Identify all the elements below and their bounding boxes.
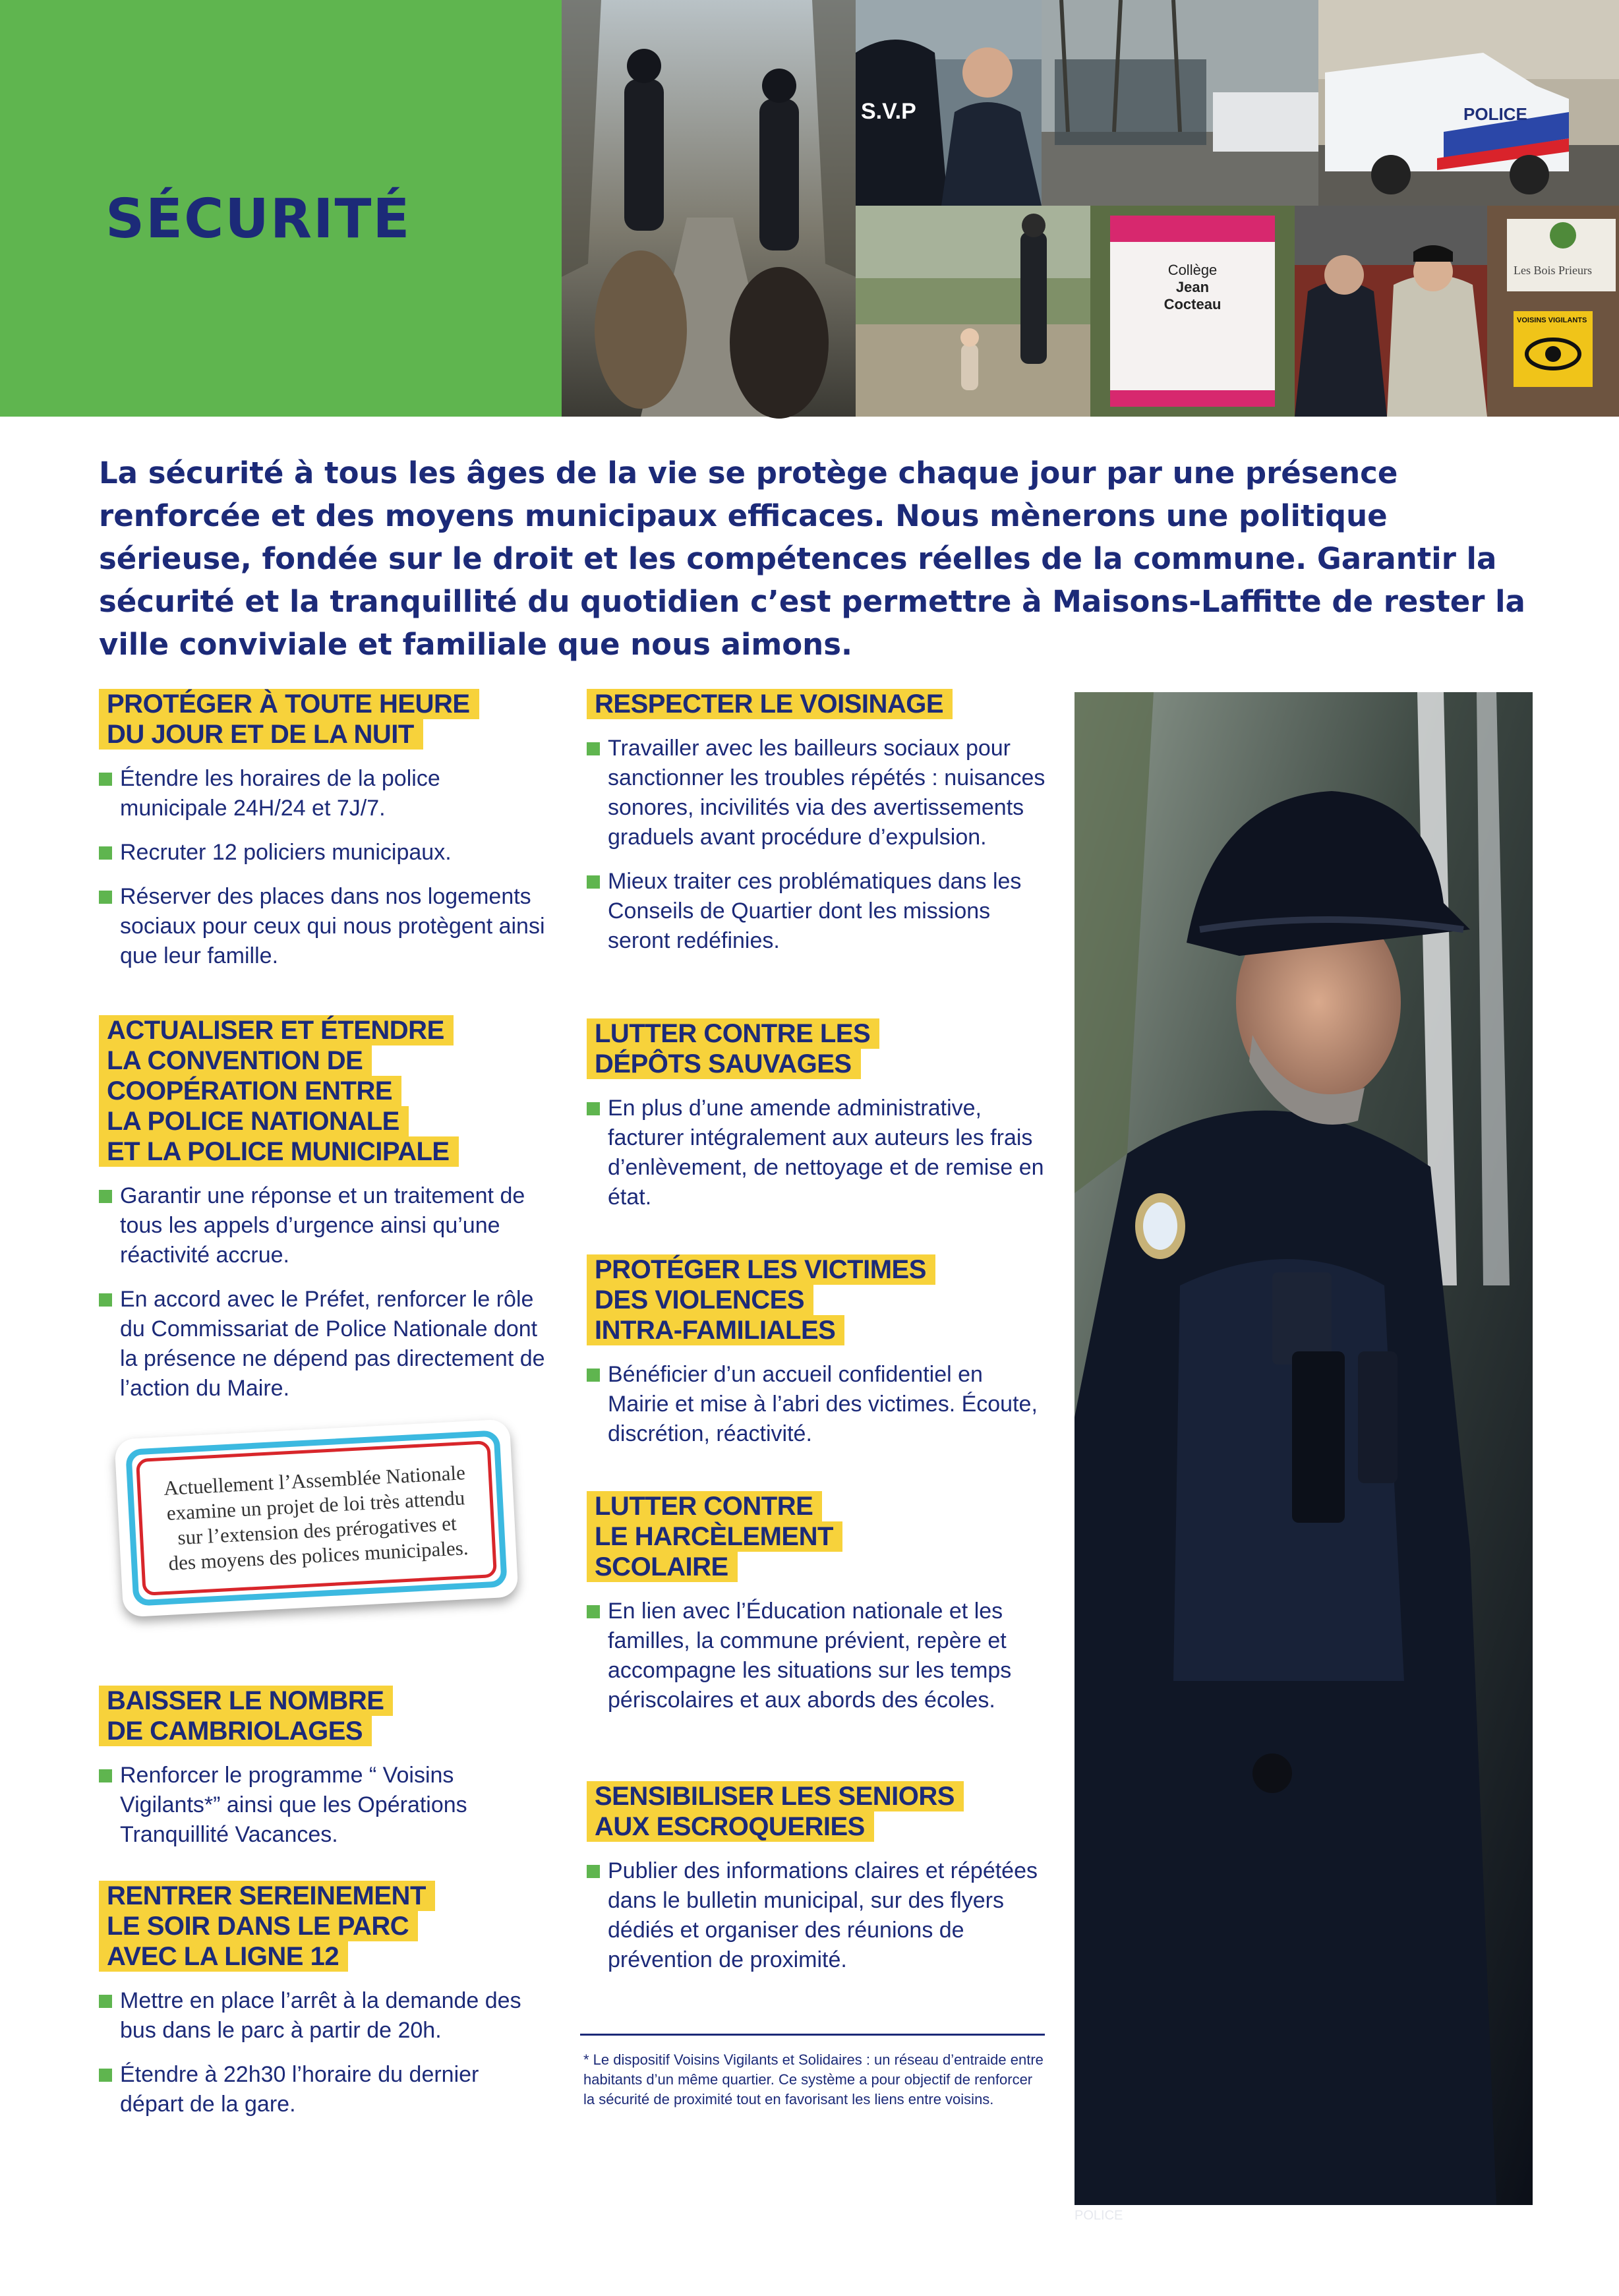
list-item: Travailler avec les bailleurs sociaux pour sanctionner les troubles répétés : nuisances sonores, incivilités via des avertissements graduels avant procédure d’expulsion. <box>587 734 1048 852</box>
bullet-list <box>587 1094 1048 1212</box>
heading-line: COOPÉRATION ENTRE <box>99 1076 401 1106</box>
photo-mounted-police <box>562 0 856 417</box>
heading-line: PROTÉGER LES VICTIMES <box>587 1254 935 1285</box>
footnote: * Le dispositif Voisins Vigilants et Solidaires : un réseau d’entraide entre habitants d’un même quartier. Ce système a pour objectif de renforcer la sécurité de proximité tout en favorisant les liens entre voisins. <box>583 2051 1044 2107</box>
heading-line: AVEC LA LIGNE 12 <box>99 1941 348 1972</box>
list-item: En plus d’une amende administrative, facturer intégralement aux auteurs les frais d’enlèvement, de nettoyage et de remise en état. <box>587 1094 1048 1212</box>
list-item: En accord avec le Préfet, renforcer le rôle du Commissariat de Police Nationale dont la présence ne dépend pas directement de l’action du Maire. <box>99 1285 547 1403</box>
notice-text: Actuellement l’Assemblée Nationale examine un projet de loi très attendu sur l’extension des prérogatives et des moyens des polices municipales. <box>163 1461 469 1575</box>
college-sign-line: Jean <box>1175 279 1210 295</box>
asvp-back-label: S.V.P <box>861 99 916 124</box>
section-burglaries <box>99 1686 547 1864</box>
heading-line: INTRA-FAMILIALES <box>587 1315 844 1345</box>
heading-line: LE HARCÈLEMENT <box>587 1521 842 1552</box>
heading-line: LA CONVENTION DE <box>99 1045 372 1076</box>
photo-meeting-residents <box>1295 206 1487 417</box>
bullet-list <box>587 1856 1048 1975</box>
section-domestic-violence <box>587 1254 1048 1463</box>
section-24h-protection <box>99 689 547 986</box>
list-item: Renforcer le programme “ Voisins Vigilants*” ainsi que les Opérations Tranquillité Vacances. <box>99 1761 547 1850</box>
heading-line: DE CAMBRIOLAGES <box>99 1716 372 1746</box>
police-car-label: POLICE <box>1463 104 1527 124</box>
college-sign-line: Cocteau <box>1163 296 1222 312</box>
section-heading <box>99 1881 547 1972</box>
list-item: Mettre en place l’arrêt à la demande des bus dans le parc à partir de 20h. <box>99 1986 547 2046</box>
heading-line: LUTTER CONTRE LES <box>587 1018 879 1049</box>
section-heading <box>99 1015 547 1167</box>
bullet-list <box>99 1761 547 1850</box>
list-item: Publier des informations claires et répétées dans le bulletin municipal, sur des flyers dédiés et organiser des réunions de prévention de proximité. <box>587 1856 1048 1975</box>
section-illegal-dumping <box>587 1018 1048 1227</box>
officer-patch-label: POLICE <box>1074 2208 1123 2223</box>
college-sign-line: Collège <box>1167 262 1218 278</box>
heading-line: SENSIBILISER LES SENIORS <box>587 1781 964 1811</box>
heading-line: PROTÉGER À TOUTE HEURE <box>99 689 479 719</box>
bullet-list <box>587 1597 1048 1715</box>
bullet-list <box>587 734 1048 956</box>
photo-voisins-vigilants-sign <box>1487 206 1619 417</box>
heading-line: DÉPÔTS SAUVAGES <box>587 1049 861 1079</box>
section-heading <box>587 1254 1048 1345</box>
section-school-bullying <box>587 1491 1048 1730</box>
heading-line: RESPECTER LE VOISINAGE <box>587 689 953 719</box>
list-item: Bénéficier d’un accueil confidentiel en Mairie et mise à l’abri des victimes. Écoute, discrétion, réactivité. <box>587 1360 1048 1449</box>
photo-bus-shelter <box>1042 0 1318 206</box>
bullet-list <box>587 1360 1048 1449</box>
footnote-divider <box>580 2034 1045 2036</box>
section-convention <box>99 1015 547 1418</box>
notice-border-red <box>136 1440 497 1596</box>
list-item: Mieux traiter ces problématiques dans les Conseils de Quartier dont les missions seront redéfinies. <box>587 867 1048 956</box>
list-item: Étendre les horaires de la police municipale 24H/24 et 7J/7. <box>99 764 547 823</box>
section-line-12 <box>99 1881 547 2134</box>
section-heading <box>587 689 1048 719</box>
section-heading <box>587 1781 1048 1842</box>
heading-line: ACTUALISER ET ÉTENDRE <box>99 1015 454 1045</box>
photo-college-sign <box>1090 206 1295 417</box>
section-senior-scams <box>587 1781 1048 1989</box>
heading-line: LA POLICE NATIONALE <box>99 1106 409 1136</box>
notice-border-blue <box>125 1430 508 1606</box>
heading-line: SCOLAIRE <box>587 1552 738 1582</box>
section-heading <box>99 689 547 750</box>
list-item: Réserver des places dans nos logements sociaux pour ceux qui nous protègent ainsi que leur famille. <box>99 882 547 971</box>
list-item: Recruter 12 policiers municipaux. <box>99 838 547 868</box>
heading-line: ET LA POLICE MUNICIPALE <box>99 1136 459 1167</box>
photo-park-walk <box>856 206 1090 417</box>
list-item: Garantir une réponse et un traitement de tous les appels d’urgence ainsi qu’une réactivité accrue. <box>99 1181 547 1270</box>
section-heading <box>587 1491 1048 1582</box>
residence-sign-label: Les Bois Prieurs <box>1514 264 1592 277</box>
photo-police-officer <box>1074 692 1533 2223</box>
section-heading <box>587 1018 1048 1079</box>
voisins-sign-label: VOISINS VIGILANTS <box>1517 316 1587 324</box>
list-item: Étendre à 22h30 l’horaire du dernier départ de la gare. <box>99 2060 547 2119</box>
heading-line: LE SOIR DANS LE PARC <box>99 1911 418 1941</box>
list-item: En lien avec l’Éducation nationale et les familles, la commune prévient, repère et accompagne les situations sur les temps périscolaires et aux abords des écoles. <box>587 1597 1048 1715</box>
photo-collage <box>562 0 1619 417</box>
page-title: SÉCURITÉ <box>105 188 411 250</box>
heading-line: BAISSER LE NOMBRE <box>99 1686 393 1716</box>
photo-asvp-officer <box>856 0 1042 206</box>
heading-line: AUX ESCROQUERIES <box>587 1811 874 1842</box>
bullet-list <box>99 1181 547 1403</box>
header-band <box>0 0 562 417</box>
section-neighbourhood <box>587 689 1048 970</box>
bullet-list <box>99 1986 547 2119</box>
section-heading <box>99 1686 547 1746</box>
photo-police-car <box>1318 0 1619 206</box>
notice-card <box>114 1419 518 1617</box>
intro-paragraph: La sécurité à tous les âges de la vie se protège chaque jour par une présence renforcée et des moyens municipaux efficaces. Nous mènerons une politique sérieuse, fondée sur le droit et les compétences réelles de la commune. Garantir la sécurité et la tranquillité du quotidien c’est permettre à Maisons-Laffitte de rester la ville conviviale et familiale que nous aimons. <box>99 456 1525 662</box>
college-sign-text <box>1090 262 1295 313</box>
heading-line: LUTTER CONTRE <box>587 1491 822 1521</box>
heading-line: RENTRER SEREINEMENT <box>99 1881 435 1911</box>
bullet-list <box>99 764 547 971</box>
heading-line: DES VIOLENCES <box>587 1285 813 1315</box>
heading-line: DU JOUR ET DE LA NUIT <box>99 719 423 750</box>
